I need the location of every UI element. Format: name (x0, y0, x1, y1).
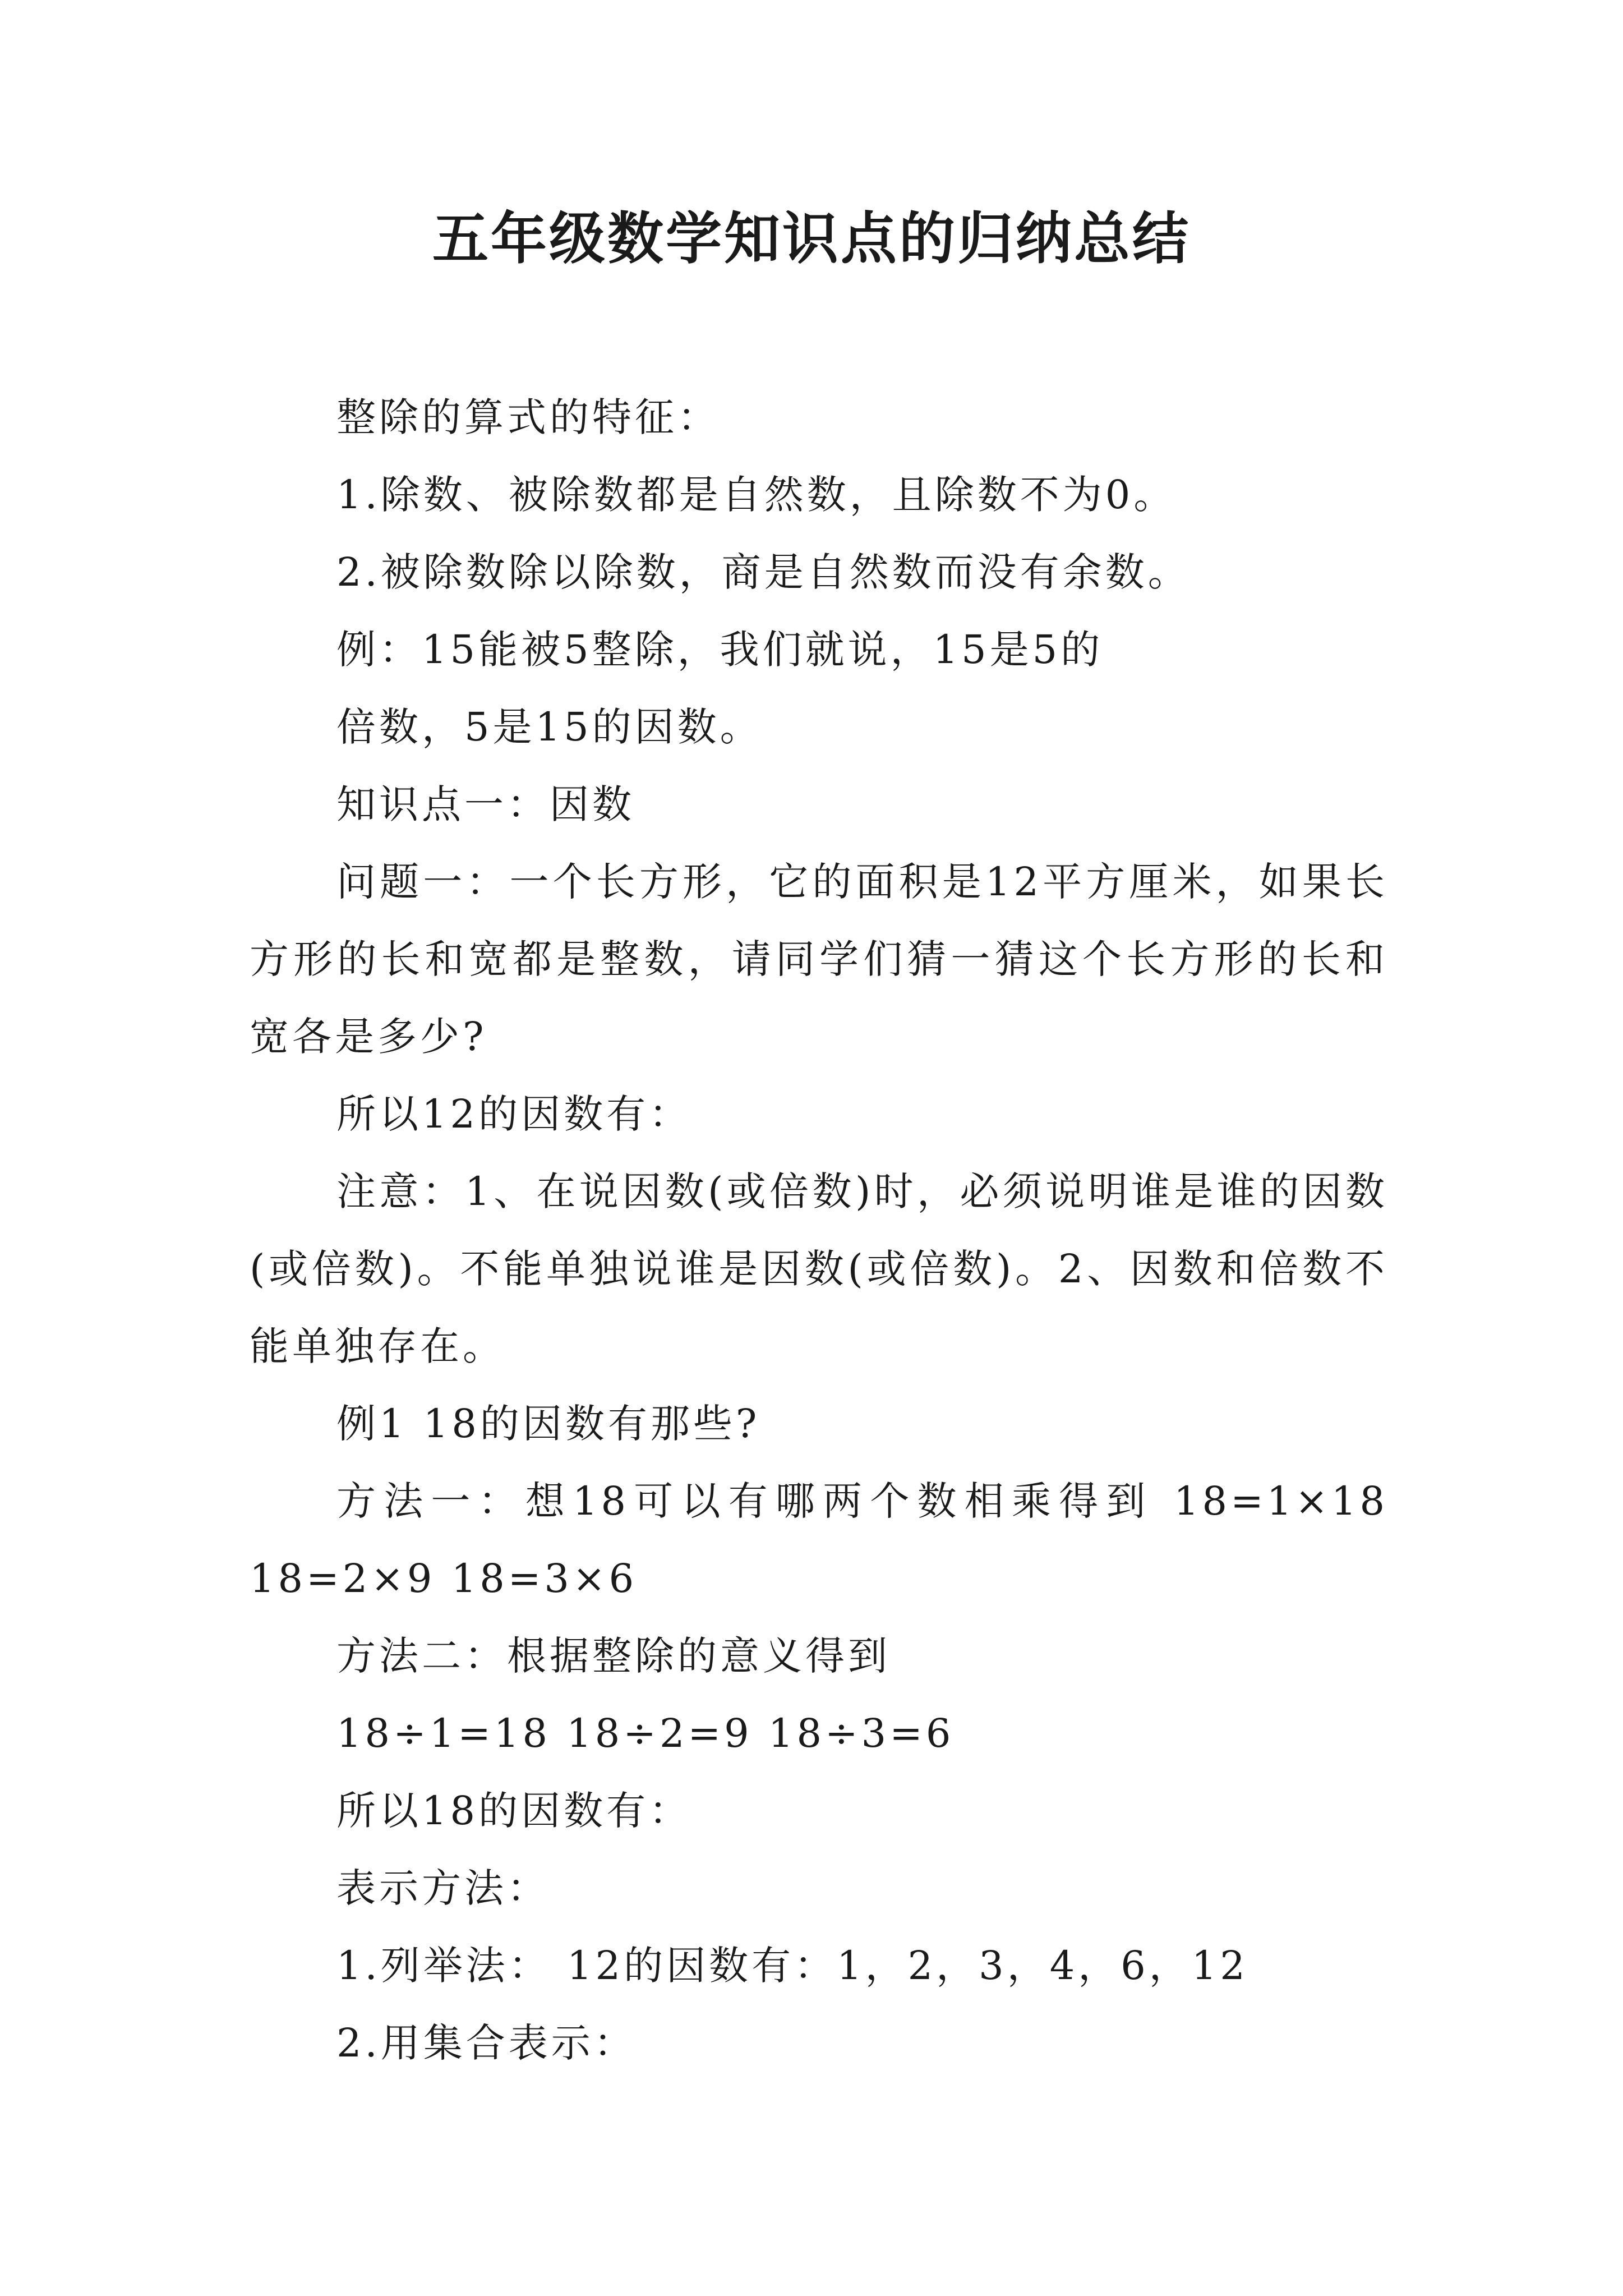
paragraph: 1.除数、被除数都是自然数，且除数不为0。 (336, 472, 1177, 518)
paragraph: 2.被除数除以除数，商是自然数而没有余数。 (336, 549, 1191, 595)
paragraph: 表示方法： (336, 1865, 550, 1911)
paragraph: 2.用集合表示： (336, 2020, 637, 2066)
paragraph: 整除的算式的特征： (336, 394, 720, 440)
paragraph: 知识点一：因数 (336, 781, 635, 827)
paragraph: 所以12的因数有： (336, 1091, 692, 1137)
paragraph: 注意：1、在说因数(或倍数)时，必须说明谁是谁的因数(或倍数)。不能单独说谁是因数(或倍数)。2、因数和倍数不能单独存在。 (250, 1168, 1388, 1369)
paragraph: 方法一：想18可以有哪两个数相乘得到 18=1×18 18=2×9 18=3×6 (250, 1478, 1388, 1602)
paragraph: 例1 18的因数有那些? (336, 1401, 760, 1447)
document-title: 五年级数学知识点的归纳总结 (432, 205, 1191, 272)
paragraph: 倍数，5是15的因数。 (336, 704, 763, 750)
paragraph: 例：15能被5整除，我们就说，15是5的 (336, 627, 1104, 673)
paragraph: 所以18的因数有： (336, 1788, 692, 1834)
paragraph: 方法二：根据整除的意义得到 (336, 1633, 891, 1679)
paragraph: 1.列举法： 12的因数有：1，2，3，4，6，12 (336, 1943, 1248, 1989)
paragraph: 问题一：一个长方形，它的面积是12平方厘米，如果长方形的长和宽都是整数，请同学们猜一猜这个长方形的长和宽各是多少? (250, 859, 1388, 1060)
paragraph: 18÷1=18 18÷2=9 18÷3=6 (336, 1710, 955, 1756)
